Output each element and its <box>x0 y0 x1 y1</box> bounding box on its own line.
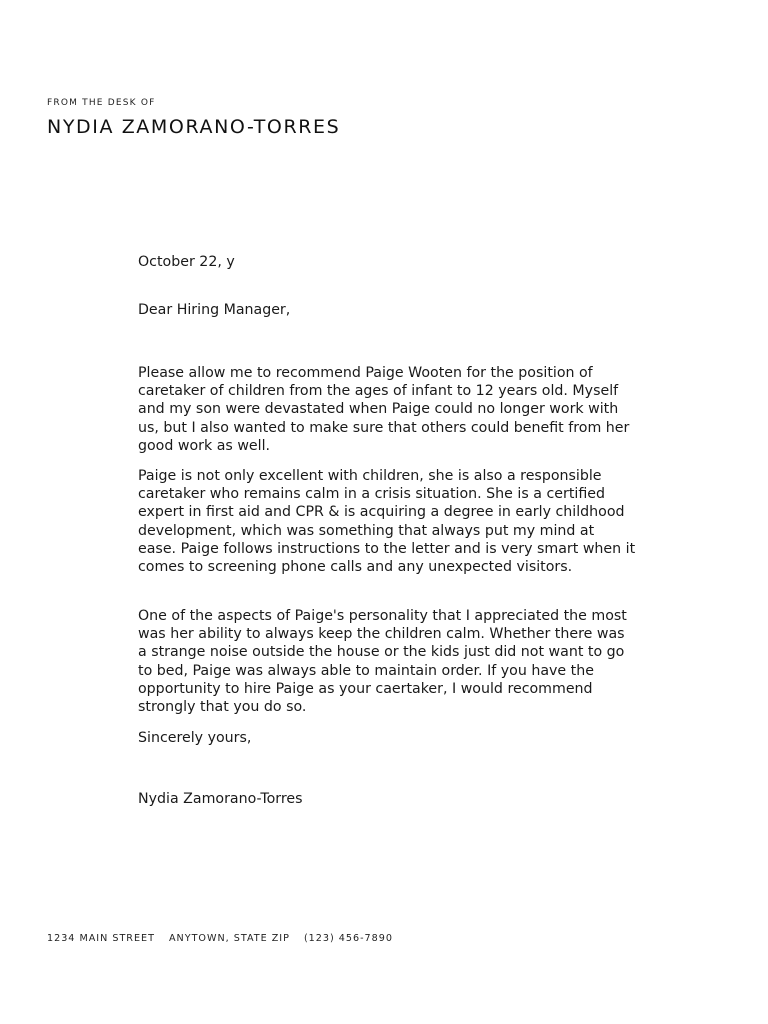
letter-paragraph: One of the aspects of Paige's personality that I appreciated the most was her ability to always keep the children calm. Whether there was a strange noise outside the house or the kids just did not want to go to bed, Paige was always able to maintain order. If you have the opportunity to hire Paige as your caertaker, I would recommend strongly that you do so. <box>138 608 627 716</box>
footer-address: 1234 MAIN STREET <box>47 933 155 944</box>
letter-closing: Sincerely yours, <box>138 730 252 746</box>
footer-city: ANYTOWN, STATE ZIP <box>168 933 290 944</box>
letter-salutation: Dear Hiring Manager, <box>138 302 291 318</box>
letterhead-eyebrow: FROM THE DESK OF <box>47 98 156 108</box>
letter-paragraph: Please allow me to recommend Paige Wooten for the position of caretaker of children from the ages of infant to 12 years old. Myself and my son were devastated when Paige could no longer work with us, but I also wanted to make sure that others could benefit from her good work as well. <box>138 365 630 454</box>
footer-contact <box>47 933 393 944</box>
letter-signature: Nydia Zamorano-Torres <box>138 791 303 807</box>
footer-phone: (123) 456-7890 <box>303 933 393 944</box>
letterhead-name: NYDIA ZAMORANO-TORRES <box>47 116 341 138</box>
letter-paragraph: Paige is not only excellent with children, she is also a responsible caretaker who remains calm in a crisis situation. She is a certified expert in first aid and CPR & is acquiring a degree in early childhood development, which was something that always put my mind at ease. Paige follows instructions to the letter and is very smart when it comes to screening phone calls and any unexpected visitors. <box>138 468 636 576</box>
letter-date: October 22, y <box>138 254 235 270</box>
